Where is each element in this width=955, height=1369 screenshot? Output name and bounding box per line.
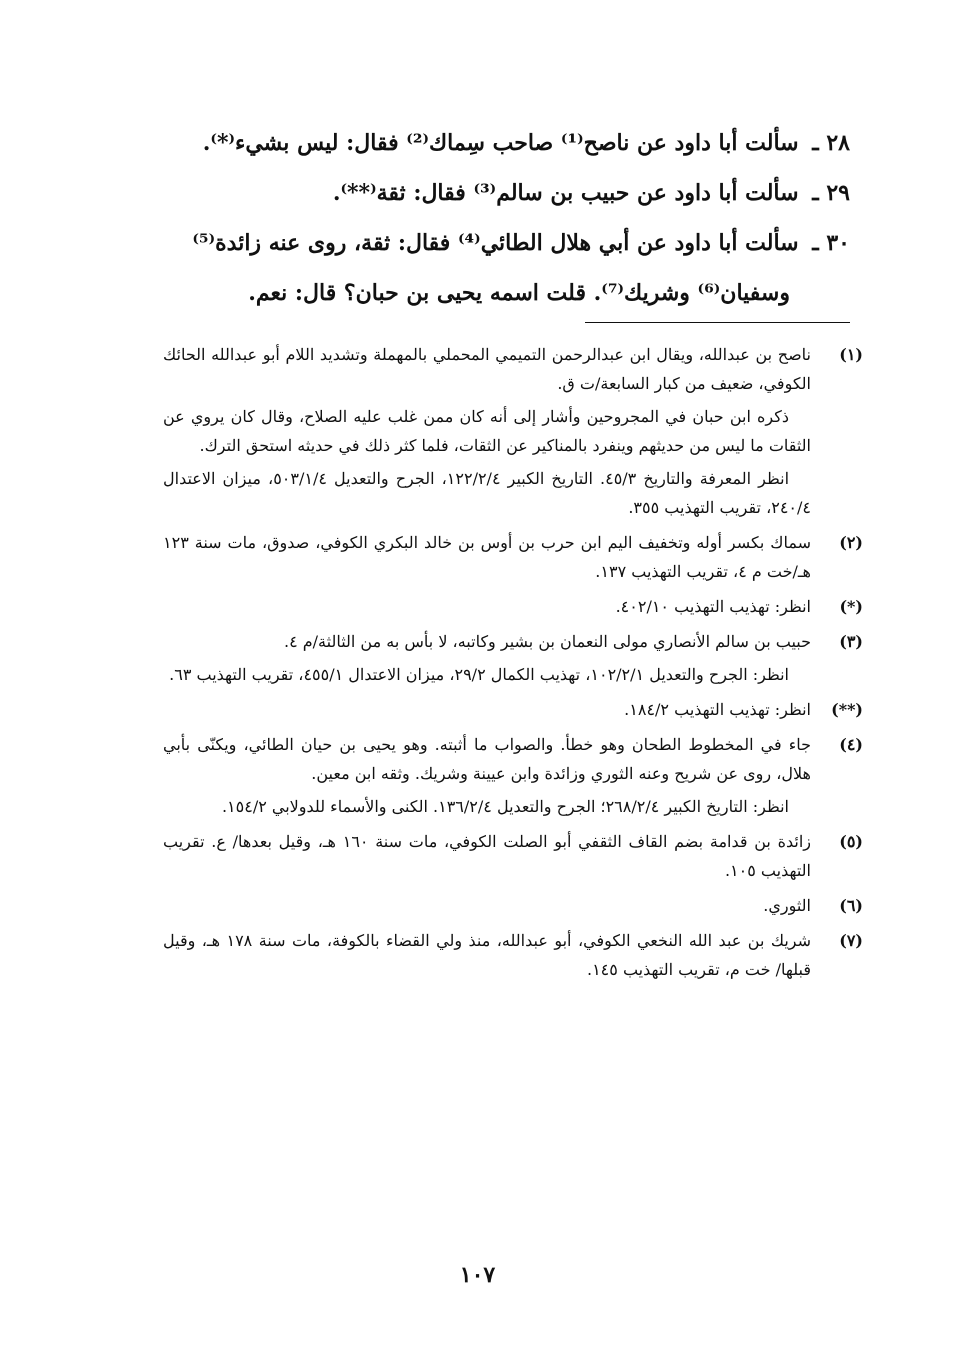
footnote-body	[163, 340, 811, 522]
question-28	[150, 118, 850, 168]
footnote-paragraph: انظر: الجرح والتعديل ١٠٢/٢/١، تهذيب الكمال ٢٩/٢، ميزان الاعتدال ٤٥٥/١، تقريب التهذيب ٦٣.	[169, 665, 789, 684]
question-30	[150, 218, 850, 268]
footnote-text: جاء في المخطوط الطحان وهو خطأ. والصواب ما أثبته. وهو يحيى بن حيان الطائي، ويكنّى بأبي هلال، روى عن شريح وعنه الثوري وزائدة وابن عيينة وشريك. وثقه ابن معين.	[163, 735, 811, 783]
footnote-body	[163, 730, 811, 821]
questions-block	[150, 118, 850, 318]
footnote-3	[163, 627, 863, 689]
footnote-text: ناصح بن عبدالله، ويقال ابن عبدالرحمن التميمي المحملي بالمهملة وتشديد اللام أبو عبدالله الحائك الكوفي، ضعيف من كبار السابعة/ت ق.	[163, 345, 811, 393]
footnote-mark: (**)	[831, 700, 863, 719]
footnote-body	[163, 592, 811, 621]
footnote-star	[163, 592, 863, 621]
footnote-mark: (*)	[839, 597, 863, 616]
question-text: سألت أبا داود عن حبيب بن سالم⁽³⁾ فقال: ثقة⁽**⁾.	[332, 180, 799, 206]
footnote-paragraph: ذكره ابن حبان في المجروحين وأشار إلى أنه كان ممن غلب عليه الصلاح، وقال كان يروي عن الثقات ما ليس من حديثهم وينفرد بالمناكير عن الثقات، فلما كثر ذلك في حديثه استحق الترك.	[163, 407, 811, 455]
question-30-continuation: وسفيان⁽⁶⁾ وشريك⁽⁷⁾. قلت اسمه يحيى بن حبان؟ قال: نعم.	[248, 280, 790, 306]
footnote-text: انظر: تهذيب التهذيب ٤٠٢/١٠.	[615, 597, 811, 616]
footnote-mark: (٧)	[839, 931, 863, 950]
footnote-separator	[585, 322, 850, 323]
footnotes	[163, 340, 863, 990]
footnote-text: زائدة بن قدامة بضم القاف الثقفي أبو الصلت الكوفي، مات سنة ١٦٠ هـ، وقيل بعدها/ ع. تقريب التهذيب ١٠٥.	[163, 832, 812, 880]
footnote-mark: (٣)	[839, 632, 863, 651]
question-text: سألت أبا داود عن أبي هلال الطائي⁽⁴⁾ فقال: ثقة، روى عنه زائدة⁽⁵⁾	[192, 230, 799, 256]
question-number: ٢٨ ـ	[812, 130, 850, 156]
footnote-body	[163, 827, 811, 885]
question-29	[150, 168, 850, 218]
page-number: ١٠٧	[459, 1262, 496, 1288]
question-number: ٢٩ ـ	[812, 180, 850, 206]
question-number: ٣٠ ـ	[812, 230, 850, 256]
footnote-1	[163, 340, 863, 522]
footnote-double-star	[163, 695, 863, 724]
footnote-4	[163, 730, 863, 821]
footnote-body	[163, 528, 811, 586]
footnote-body	[163, 695, 811, 724]
footnote-body	[163, 891, 811, 920]
footnote-text: الثوري.	[763, 896, 811, 915]
footnote-5	[163, 827, 863, 885]
question-text: سألت أبا داود عن ناصح⁽¹⁾ صاحب سِماك⁽²⁾ فقال: ليس بشيء⁽*⁾.	[202, 130, 799, 156]
footnote-mark: (١)	[839, 345, 863, 364]
footnote-paragraph: انظر المعرفة والتاريخ ٤٥/٣. التاريخ الكبير ١٢٢/٢/٤، الجرح والتعديل ٥٠٣/١/٤، ميزان الاعتدال ٢٤٠/٤، تقريب التهذيب ٣٥٥.	[163, 469, 811, 517]
footnote-paragraph: انظر: التاريخ الكبير ٢٦٨/٢/٤؛ الجرح والتعديل ١٣٦/٢/٤. الكنى والأسماء للدولابي ١٥٤/٢.	[221, 797, 789, 816]
footnote-mark: (٢)	[839, 533, 863, 552]
footnote-7	[163, 926, 863, 984]
footnote-mark: (٤)	[839, 735, 863, 754]
footnote-2	[163, 528, 863, 586]
footnote-text: انظر: تهذيب التهذيب ١٨٤/٢.	[624, 700, 811, 719]
footnote-6	[163, 891, 863, 920]
footnote-body	[163, 627, 811, 689]
footnote-body	[163, 926, 811, 984]
footnote-text: شريك بن عبد الله النخعي الكوفي، أبو عبدالله، منذ ولي القضاء بالكوفة، مات سنة ١٧٨ هـ، وقيل قبلها/ خت م، تقريب التهذيب ١٤٥.	[163, 931, 811, 979]
footnote-mark: (٥)	[839, 832, 863, 851]
footnote-mark: (٦)	[839, 896, 863, 915]
footnote-text: سماك بكسر أوله وتخفيف اليم ابن حرب بن أوس بن خالد البكري الكوفي، صدوق، مات سنة ١٢٣ هـ/خت م ٤، تقريب التهذيب ١٣٧.	[163, 533, 811, 581]
footnote-text: حبيب بن سالم الأنصاري مولى النعمان بن بشير وكاتبه، لا بأس به من الثالثة/م ٤.	[283, 632, 811, 651]
